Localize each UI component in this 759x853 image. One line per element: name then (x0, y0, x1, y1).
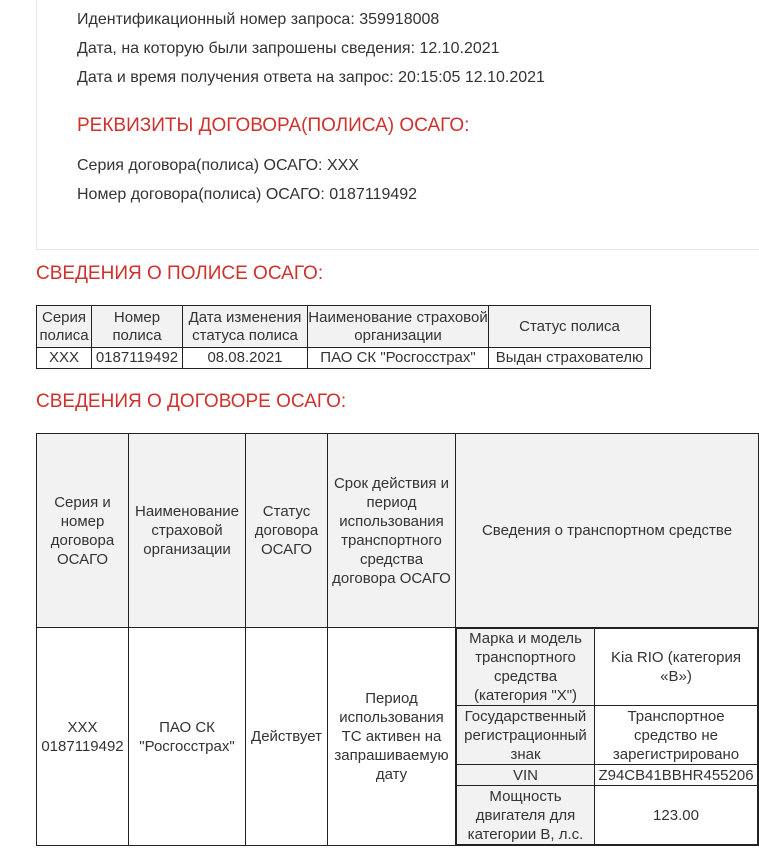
vehicle-power-label: Мощность двигателя для категории B, л.с. (457, 786, 595, 845)
policy-header-insurer: Наименование страховой организации (308, 306, 489, 348)
contract-table-row (37, 628, 759, 846)
contract-table (36, 433, 759, 846)
contract-header-insurer: Наименование страховой организации (129, 434, 246, 628)
contract-status: Действует (246, 628, 328, 846)
request-date: Дата, на которую были запрошены сведения: 12.10.2021 (77, 40, 500, 57)
vehicle-info-table (456, 628, 758, 845)
contract-series-number: ХХХ 0187119492 (37, 628, 129, 846)
vehicle-plate-label: Государственный регистрационный знак (457, 706, 595, 765)
contract-header-series-number: Серия и номер договора ОСАГО (37, 434, 129, 628)
vehicle-info-cell (456, 628, 759, 846)
policy-table-row (37, 348, 651, 369)
vehicle-plate-value: Транспортное средство не зарегистрировано (595, 706, 758, 765)
policy-series: ХХХ (37, 348, 92, 369)
policy-status-date: 08.08.2021 (183, 348, 308, 369)
policy-section-title: СВЕДЕНИЯ О ПОЛИСЕ ОСАГО: (36, 263, 324, 284)
request-info-box (36, 0, 759, 250)
policy-number: 0187119492 (92, 348, 183, 369)
contract-table-header (37, 434, 759, 628)
policy-number-line: Номер договора(полиса) ОСАГО: 0187119492 (77, 186, 418, 203)
contract-insurer: ПАО СК "Росгосстрах" (129, 628, 246, 846)
policy-table (36, 305, 651, 369)
vehicle-model-value: Kia RIO (категория «B») (595, 629, 758, 706)
policy-series-line: Серия договора(полиса) ОСАГО: ХХХ (77, 157, 359, 174)
vehicle-model-label: Марка и модель транспортного средства (категория "Х") (457, 629, 595, 706)
contract-header-period: Срок действия и период использования транспортного средства договора ОСАГО (328, 434, 456, 628)
vehicle-row-power (457, 786, 758, 845)
contract-header-status: Статус договора ОСАГО (246, 434, 328, 628)
vehicle-row-model (457, 629, 758, 706)
policy-header-series: Серия полиса (37, 306, 92, 348)
vehicle-vin-value: Z94CB41BBHR455206 (595, 765, 758, 786)
requisites-title: РЕКВИЗИТЫ ДОГОВОРА(ПОЛИСА) ОСАГО: (77, 115, 470, 136)
response-datetime: Дата и время получения ответа на запрос: 20:15:05 12.10.2021 (77, 69, 545, 86)
policy-status: Выдан страхователю (489, 348, 651, 369)
policy-table-header (37, 306, 651, 348)
policy-header-status-date: Дата изменения статуса полиса (183, 306, 308, 348)
contract-header-vehicle: Сведения о транспортном средстве (456, 434, 759, 628)
vehicle-vin-label: VIN (457, 765, 595, 786)
vehicle-power-value: 123.00 (595, 786, 758, 845)
policy-header-status: Статус полиса (489, 306, 651, 348)
request-id: Идентификационный номер запроса: 359918008 (77, 11, 440, 28)
policy-header-number: Номер полиса (92, 306, 183, 348)
contract-section-title: СВЕДЕНИЯ О ДОГОВОРЕ ОСАГО: (36, 391, 347, 412)
vehicle-row-vin (457, 765, 758, 786)
policy-insurer: ПАО СК "Росгосстрах" (308, 348, 489, 369)
contract-period: Период использования ТС активен на запрашиваемую дату (328, 628, 456, 846)
vehicle-row-plate (457, 706, 758, 765)
